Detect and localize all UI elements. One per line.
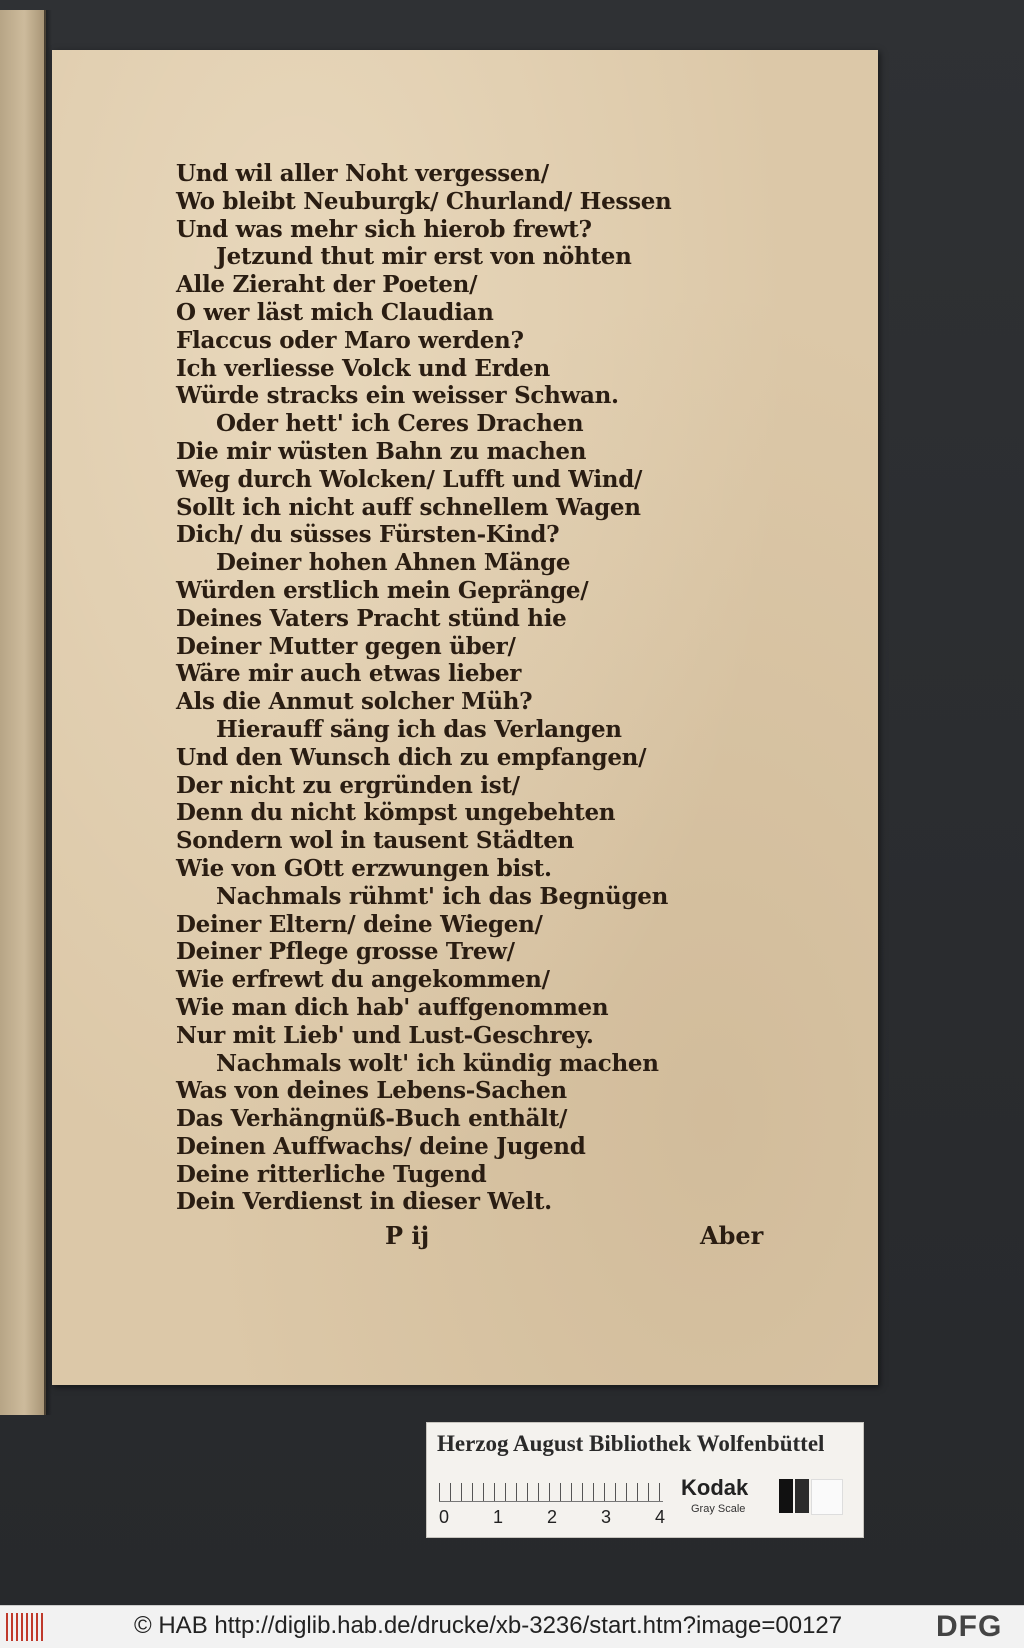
poem-line: Was von deines Lebens-Sachen	[176, 1077, 567, 1105]
poem-line: Deiner Pflege grosse Trew/	[176, 938, 515, 966]
dark-swatch	[795, 1479, 809, 1513]
poem-line: Nachmals rühmt' ich das Begnügen	[216, 882, 669, 910]
poem-line: Dein Verdienst in dieser Welt.	[176, 1188, 552, 1216]
ruler-number: 1	[493, 1507, 504, 1527]
ruler-number: 2	[547, 1507, 558, 1527]
poem-line: Die mir wüsten Bahn zu machen	[176, 437, 587, 465]
poem-line: Deiner Eltern/ deine Wiegen/	[176, 910, 543, 938]
poem-line: Der nicht zu ergründen ist/	[176, 771, 520, 799]
signature-mark: P ij	[385, 1221, 430, 1250]
gray-scale-label: Gray Scale	[691, 1503, 746, 1515]
poem-line: Nachmals wolt' ich kündig machen	[216, 1049, 659, 1077]
poem-line: Wie erfrewt du angekommen/	[176, 966, 550, 994]
poem-line: Deiner Mutter gegen über/	[176, 632, 516, 660]
ruler-number: 3	[601, 1507, 612, 1527]
white-swatch	[811, 1479, 843, 1515]
poem-line: Alle Zieraht der Poeten/	[176, 271, 478, 299]
poem-line: Oder hett' ich Ceres Drachen	[216, 410, 584, 438]
poem-line: Wäre mir auch etwas lieber	[176, 660, 522, 688]
poem-line: Und was mehr sich hierob frewt?	[176, 215, 592, 243]
poem-line: Würden erstlich mein Gepränge/	[176, 576, 589, 604]
poem-line: Ich verliesse Volck und Erden	[176, 354, 550, 382]
poem-text	[176, 160, 736, 1216]
poem-line: Als die Anmut solcher Müh?	[176, 688, 533, 716]
poem-line: Würde stracks ein weisser Schwan.	[176, 382, 619, 410]
poem-line: Sondern wol in tausent Städten	[176, 827, 574, 855]
ruler-number: 0	[439, 1507, 450, 1527]
poem-line: Wo bleibt Neuburgk/ Churland/ Hessen	[176, 187, 672, 215]
facing-page-edge	[0, 10, 46, 1415]
kodak-brand: Kodak	[681, 1475, 749, 1500]
black-swatch	[779, 1479, 793, 1513]
poem-line: Denn du nicht kömpst ungebehten	[176, 799, 616, 827]
copyright-link[interactable]: © HAB http://diglib.hab.de/drucke/xb-3236/start.htm?image=00127	[134, 1612, 843, 1639]
poem-line: Nur mit Lieb' und Lust-Geschrey.	[176, 1021, 594, 1049]
scale-ruler	[439, 1471, 663, 1502]
poem-line: Das Verhängnüß-Buch enthält/	[176, 1105, 568, 1133]
color-calibration-card	[426, 1422, 864, 1538]
poem-line: Hierauff säng ich das Verlangen	[216, 715, 622, 743]
card-title: Herzog August Bibliothek Wolfenbüttel	[437, 1431, 825, 1456]
poem-line: Und wil aller Noht vergessen/	[176, 160, 549, 187]
poem-line: Deine ritterliche Tugend	[176, 1160, 487, 1188]
footer-bar	[0, 1605, 1024, 1648]
poem-line: Dich/ du süsses Fürsten-Kind?	[176, 521, 560, 549]
poem-line: Wie von GOtt erzwungen bist.	[176, 854, 552, 882]
poem-line: Deines Vaters Pracht stünd hie	[176, 604, 567, 632]
poem-line: Weg durch Wolcken/ Lufft und Wind/	[176, 465, 643, 493]
poem-line: Und den Wunsch dich zu empfangen/	[176, 743, 647, 771]
poem-line: Jetzund thut mir erst von nöhten	[216, 243, 632, 271]
barcode-icon	[6, 1613, 46, 1641]
catchword: Aber	[700, 1221, 764, 1250]
poem-line: Deinen Auffwachs/ deine Jugend	[176, 1132, 586, 1160]
poem-line: Sollt ich nicht auff schnellem Wagen	[176, 493, 641, 521]
gutter-shadow	[44, 10, 52, 1415]
poem-line: Wie man dich hab' auffgenommen	[176, 993, 609, 1021]
ruler-number: 4	[655, 1507, 666, 1527]
poem-line: O wer läst mich Claudian	[176, 298, 494, 326]
dfg-logo: DFG	[936, 1610, 1003, 1643]
poem-line: Deiner hohen Ahnen Mänge	[216, 549, 571, 577]
poem-line: Flaccus oder Maro werden?	[176, 326, 524, 354]
